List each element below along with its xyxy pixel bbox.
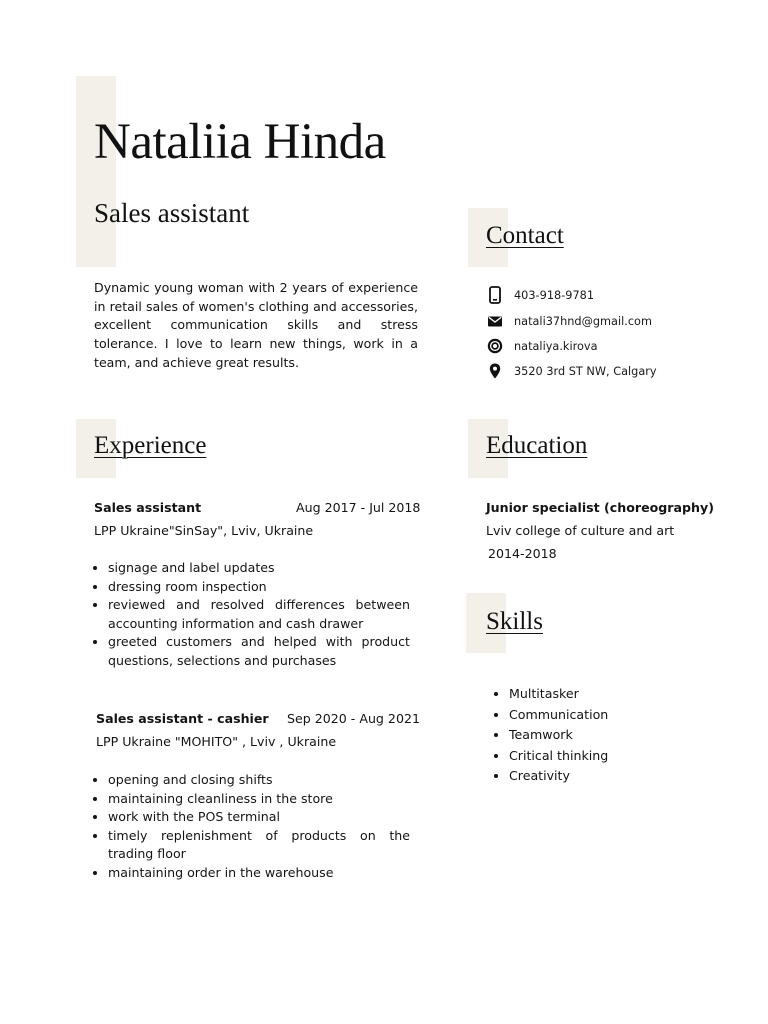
contact-email	[486, 311, 652, 331]
education-degree: Junior specialist (choreography)	[486, 500, 714, 515]
job-2-duties	[94, 771, 410, 882]
profile-summary: Dynamic young woman with 2 years of experience in retail sales of women's clothing and accessories, excellent communication skills and stress tolerance. I love to learn new things, work in a team, and achieve great results.	[94, 280, 418, 370]
education-school: Lviv college of culture and art	[486, 523, 675, 538]
contact-address	[486, 361, 657, 381]
skills-heading: Skills	[486, 608, 543, 635]
job-1-company: LPP Ukraine"SinSay", Lviv, Ukraine	[94, 523, 314, 538]
list-item: • timely replenishment of products on the trading floor	[108, 827, 410, 864]
list-item: • maintaining cleanliness in the store	[108, 790, 410, 809]
job-2-title: Sales assistant - cashier	[96, 711, 269, 726]
email-icon	[486, 312, 504, 330]
skills-list	[495, 684, 608, 787]
contact-address-text: 3520 3rd ST NW, Calgary	[514, 364, 657, 378]
list-item: • reviewed and resolved differences between accounting information and cash drawer	[108, 596, 410, 633]
job-2-company: LPP Ukraine "MOHITO" , Lviv , Ukraine	[96, 734, 337, 749]
list-item: • maintaining order in the warehouse	[108, 864, 410, 883]
instagram-icon	[486, 337, 504, 355]
job-2-dates: Sep 2020 - Aug 2021	[287, 711, 420, 726]
education-years: 2014-2018	[488, 546, 557, 561]
list-item: • Teamwork	[509, 725, 608, 746]
job-1-duties	[94, 559, 410, 670]
list-item: • work with the POS terminal	[108, 808, 410, 827]
education-heading: Education	[486, 432, 588, 459]
list-item: • Creativity	[509, 766, 608, 787]
contact-email-text: natali37hnd@gmail.com	[514, 314, 652, 328]
contact-phone-text: 403-918-9781	[514, 288, 595, 302]
job-role: Sales assistant	[94, 198, 250, 228]
job-1-title: Sales assistant	[94, 500, 202, 515]
job-1-dates: Aug 2017 - Jul 2018	[296, 500, 421, 515]
person-name: Nataliia Hinda	[94, 114, 386, 170]
location-pin-icon	[486, 362, 504, 380]
list-item: • opening and closing shifts	[108, 771, 410, 790]
list-item: • dressing room inspection	[108, 578, 410, 597]
list-item: • Critical thinking	[509, 746, 608, 767]
contact-instagram	[486, 336, 598, 356]
experience-heading: Experience	[94, 432, 207, 459]
contact-instagram-text: nataliya.kirova	[514, 339, 598, 353]
contact-heading: Contact	[486, 222, 564, 249]
list-item: • Communication	[509, 705, 608, 726]
contact-phone	[486, 285, 594, 305]
list-item: • Multitasker	[509, 684, 608, 705]
phone-icon	[486, 286, 504, 304]
list-item: • greeted customers and helped with product questions, selections and purchases	[108, 633, 410, 670]
list-item: • signage and label updates	[108, 559, 410, 578]
